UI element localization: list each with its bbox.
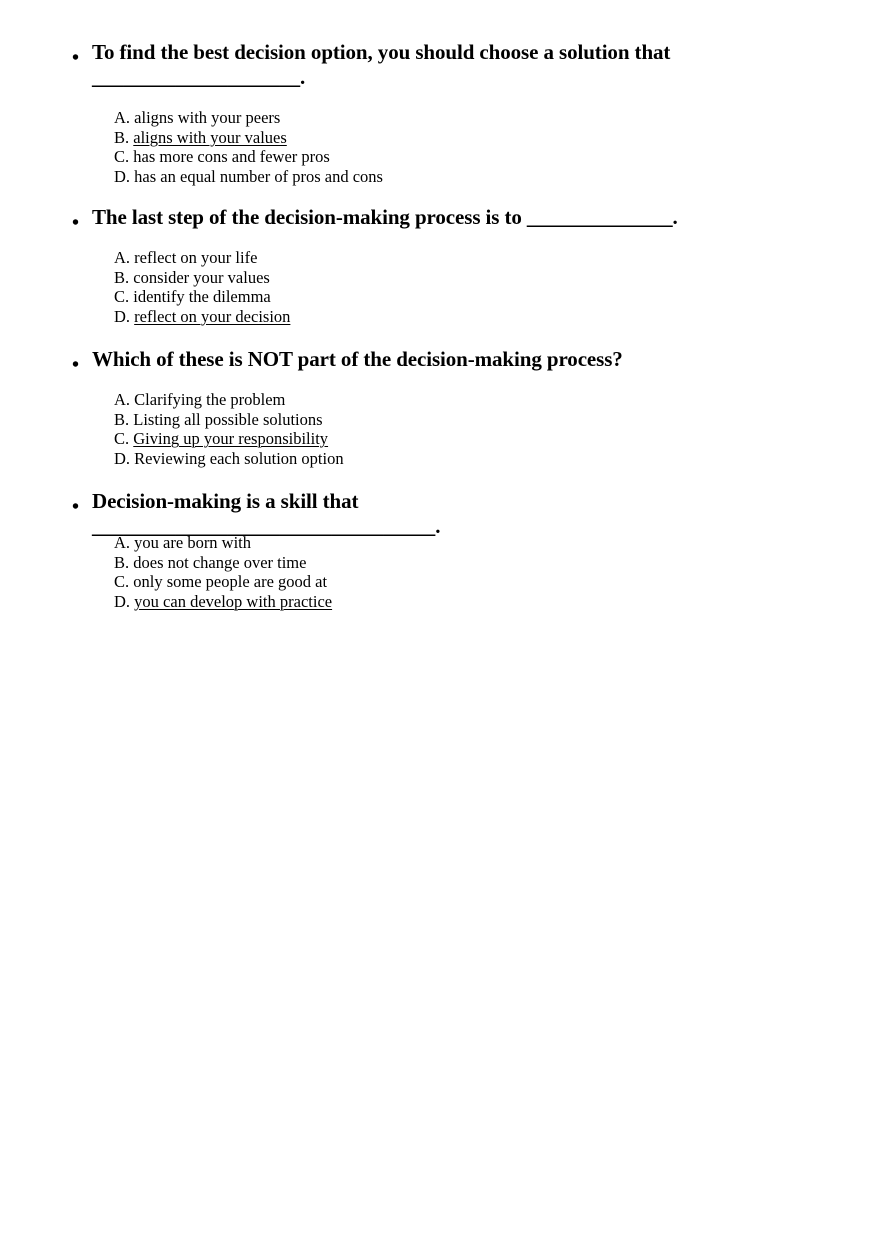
option-c: [114, 572, 332, 592]
correct-answer-text: Giving up your responsibility: [133, 429, 329, 448]
question-stem: To find the best decision option, you should choose a solution that ____________________.: [92, 40, 671, 89]
question-stem: Which of these is NOT part of the decision-making process?: [92, 347, 623, 371]
option-letter: A.: [114, 108, 135, 127]
bullet-icon: •: [72, 496, 80, 518]
option-letter: D.: [114, 448, 135, 468]
option-d: [114, 167, 383, 187]
correct-answer-text: aligns with your values: [133, 127, 287, 147]
option-text: Reviewing each solution option: [134, 448, 344, 468]
option-letter: D.: [114, 591, 135, 611]
option-text: you are born with: [134, 533, 252, 552]
option-letter: C.: [114, 147, 134, 166]
option-text: consider your values: [133, 267, 270, 287]
option-letter: D.: [114, 166, 135, 186]
bullet-icon: •: [72, 212, 80, 234]
option-text: Listing all possible solutions: [133, 409, 323, 429]
option-text: identify the dilemma: [133, 287, 271, 306]
option-a: [114, 390, 344, 410]
option-b: [114, 553, 332, 573]
option-d: [114, 449, 344, 469]
option-letter: B.: [114, 552, 134, 572]
question-stem: Decision-making is a skill that _________________________________.: [92, 489, 441, 538]
option-text: aligns with your peers: [134, 108, 281, 127]
option-a: [114, 108, 383, 128]
correct-answer-text: reflect on your decision: [134, 306, 291, 326]
option-list: [114, 533, 332, 611]
option-a: [114, 248, 290, 268]
option-list: [114, 390, 344, 468]
option-text: reflect on your life: [134, 248, 258, 267]
option-c: [114, 287, 290, 307]
option-list: [114, 108, 383, 186]
option-text: Clarifying the problem: [134, 390, 286, 409]
bullet-icon: •: [72, 47, 80, 69]
option-letter: B.: [114, 409, 134, 429]
option-list: [114, 248, 290, 326]
option-c: [114, 147, 383, 167]
option-letter: B.: [114, 267, 134, 287]
option-b: [114, 128, 383, 148]
correct-answer-text: you can develop with practice: [134, 591, 333, 611]
option-letter: D.: [114, 306, 135, 326]
option-letter: A.: [114, 533, 135, 552]
option-b: [114, 268, 290, 288]
option-letter: B.: [114, 127, 134, 147]
option-text: has an equal number of pros and cons: [134, 166, 383, 186]
option-letter: A.: [114, 390, 135, 409]
option-letter: A.: [114, 248, 135, 267]
option-d: [114, 307, 290, 327]
option-letter: C.: [114, 572, 134, 591]
option-d: [114, 592, 332, 612]
option-text: does not change over time: [133, 552, 307, 572]
option-a: [114, 533, 332, 553]
option-c: [114, 429, 344, 449]
option-text: only some people are good at: [133, 572, 328, 591]
option-b: [114, 410, 344, 430]
question-stem: The last step of the decision-making process is to ______________.: [92, 205, 678, 229]
option-text: has more cons and fewer pros: [133, 147, 330, 166]
bullet-icon: •: [72, 354, 80, 376]
option-letter: C.: [114, 429, 134, 448]
option-letter: C.: [114, 287, 134, 306]
